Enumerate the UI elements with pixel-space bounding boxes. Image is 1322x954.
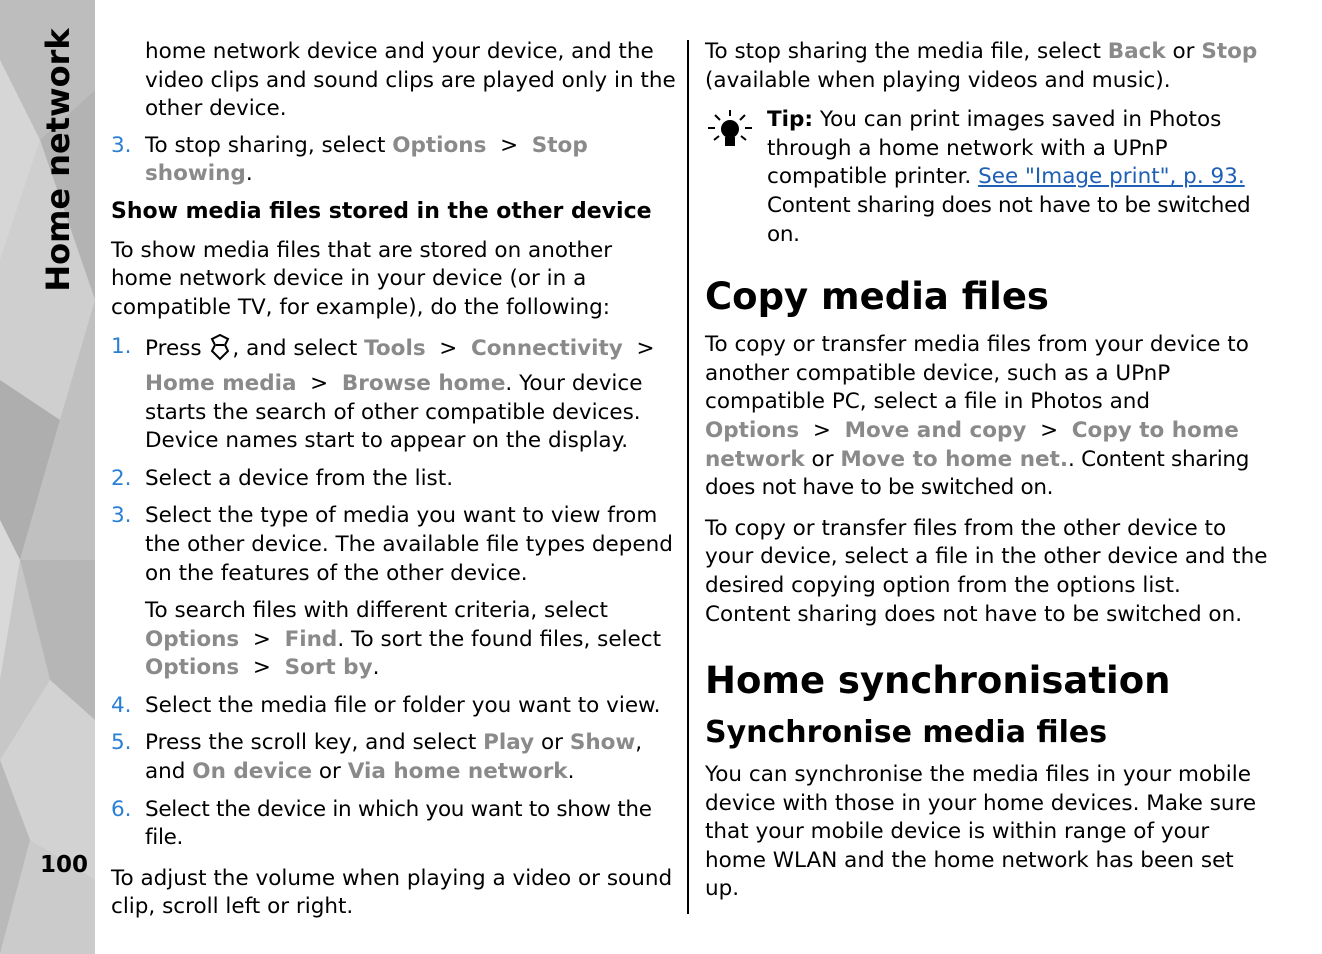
step-number: 3. bbox=[111, 132, 132, 158]
menu-key-icon bbox=[208, 333, 232, 370]
paragraph: To show media files that are stored on another home network device in your device (or in a compatible TV, for example), do the following: bbox=[111, 237, 613, 320]
paragraph: To stop sharing the media file, select Back or Stop (available when playing videos and music). bbox=[705, 39, 1258, 93]
list-item: 1. Press , and select Tools > Connectivity > Home media > Browse home. Your device starts the search of other compatible devices. Device names start to appear on the display. bbox=[111, 334, 655, 454]
list-item: 3. To stop sharing, select Options > Stop showing. bbox=[111, 132, 588, 187]
home-media-command: Home media bbox=[145, 370, 297, 396]
sort-by-command: Sort by bbox=[284, 655, 373, 681]
move-and-copy-command: Move and copy bbox=[844, 417, 1027, 443]
page-number: 100 bbox=[40, 852, 89, 878]
stop-command: Stop bbox=[1201, 39, 1258, 64]
right-column bbox=[705, 38, 1270, 915]
via-home-network-command: Via home network bbox=[347, 759, 568, 785]
paragraph: To copy or transfer files from the other device to your device, select a file in the other device and the desired copying option from the options list. Content sharing does not have to be switched on. bbox=[705, 515, 1268, 627]
list-item: 3. Select the type of media you want to view from the other device. The available file types depend on the features of the other device. To search files with different criteria, select Options > Find. To sort the found files, select Options > Sort by. bbox=[111, 502, 676, 683]
paragraph: You can synchronise the media files in your mobile device with those in your home devices. Make sure that your mobile device is within range of your home WLAN and the home network has been set up. bbox=[705, 762, 1257, 902]
intro-continued-text: home network device and your device, and the video clips and sound clips are played only in the other device. bbox=[145, 39, 676, 122]
column-divider bbox=[687, 40, 689, 914]
paragraph: To adjust the volume when playing a video or sound clip, scroll left or right. bbox=[111, 865, 673, 920]
find-command: Find bbox=[284, 626, 338, 652]
heading-synchronise-media-files: Synchronise media files bbox=[705, 715, 1108, 751]
section-title: Home network bbox=[39, 28, 77, 292]
heading-home-synchronisation: Home synchronisation bbox=[705, 659, 1171, 703]
options-command: Options bbox=[392, 132, 487, 158]
step-continuation: To search files with different criteria, select Options > Find. To sort the found files, select Options > Sort by. bbox=[145, 598, 661, 681]
heading-copy-media-files: Copy media files bbox=[705, 275, 1049, 319]
stop-showing-command: Stop showing bbox=[145, 132, 588, 187]
back-command: Back bbox=[1107, 39, 1166, 64]
tools-command: Tools bbox=[364, 336, 426, 362]
subheading: Show media files stored in the other device bbox=[111, 198, 652, 224]
tip-label: Tip: bbox=[767, 107, 814, 133]
list-item: 4. Select the media file or folder you want to view. bbox=[111, 692, 661, 718]
tip-box: Tip: You can print images saved in Photos through a home network with a UPnP compatible printer. See "Image print", p. 93. Content sharing does not have to be switched on. bbox=[705, 106, 1270, 249]
browse-home-command: Browse home bbox=[341, 370, 506, 396]
play-command: Play bbox=[483, 730, 535, 756]
on-device-command: On device bbox=[192, 759, 313, 785]
list-item: 5. Press the scroll key, and select Play or Show, and On device or Via home network. bbox=[111, 730, 643, 785]
list-item: 2. Select a device from the list. bbox=[111, 465, 454, 491]
tip-lightbulb-icon bbox=[705, 108, 755, 161]
copy-to-home-network-command: Copy to home network bbox=[705, 417, 1239, 472]
connectivity-command: Connectivity bbox=[470, 336, 623, 362]
show-command: Show bbox=[569, 730, 636, 756]
paragraph: To copy or transfer media files from your device to another compatible device, such as a UPnP compatible PC, select a file in Photos and Options > Move and copy > Copy to home network or Move to home net.. Content sharing does not have to be switched on. bbox=[705, 332, 1250, 501]
show-media-steps bbox=[111, 333, 676, 853]
stop-sharing-list bbox=[111, 132, 676, 189]
left-column bbox=[111, 38, 676, 933]
move-to-home-net-command: Move to home net. bbox=[840, 446, 1069, 472]
sidebar bbox=[0, 0, 95, 954]
image-print-link[interactable]: See "Image print", p. 93. bbox=[978, 164, 1245, 190]
list-item: 6. Select the device in which you want to show the file. bbox=[111, 796, 652, 851]
